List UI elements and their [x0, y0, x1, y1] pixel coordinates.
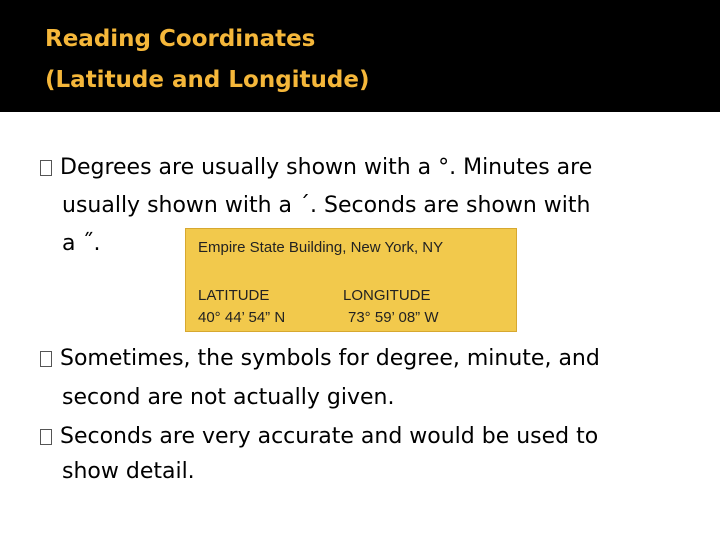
bullet-3 [40, 420, 598, 454]
latitude-column [198, 285, 285, 329]
latitude-value: 40° 44’ 54” N [198, 309, 286, 326]
bullet-1 [40, 151, 592, 185]
bullet-marker-icon [40, 160, 52, 176]
slide-title-line-2: (Latitude and Longitude) [45, 67, 370, 93]
bullet-3-text: Seconds are very accurate and would be used to [60, 424, 599, 449]
bullet-1-line-3: a ˝. [62, 231, 101, 256]
coordinates-info-box [185, 228, 517, 332]
bullet-3-line-2: show detail. [62, 459, 195, 484]
bullet-1-line-2: usually shown with a ´. Seconds are shown with [62, 193, 591, 218]
info-box-heading: Empire State Building, New York, NY [198, 239, 444, 256]
longitude-value: 73° 59’ 08” W [348, 309, 439, 326]
longitude-label: LONGITUDE [343, 287, 431, 304]
bullet-2-line-2: second are not actually given. [62, 385, 395, 410]
slide-title-line-1: Reading Coordinates [45, 26, 316, 52]
bullet-1-text: Degrees are usually shown with a °. Minutes are [60, 155, 593, 180]
longitude-column [343, 285, 438, 329]
title-bar [0, 0, 720, 112]
bullet-marker-icon [40, 429, 52, 445]
bullet-2-text: Sometimes, the symbols for degree, minute, and [60, 346, 600, 371]
latitude-label: LATITUDE [198, 287, 270, 304]
bullet-2 [40, 342, 600, 376]
bullet-marker-icon [40, 351, 52, 367]
